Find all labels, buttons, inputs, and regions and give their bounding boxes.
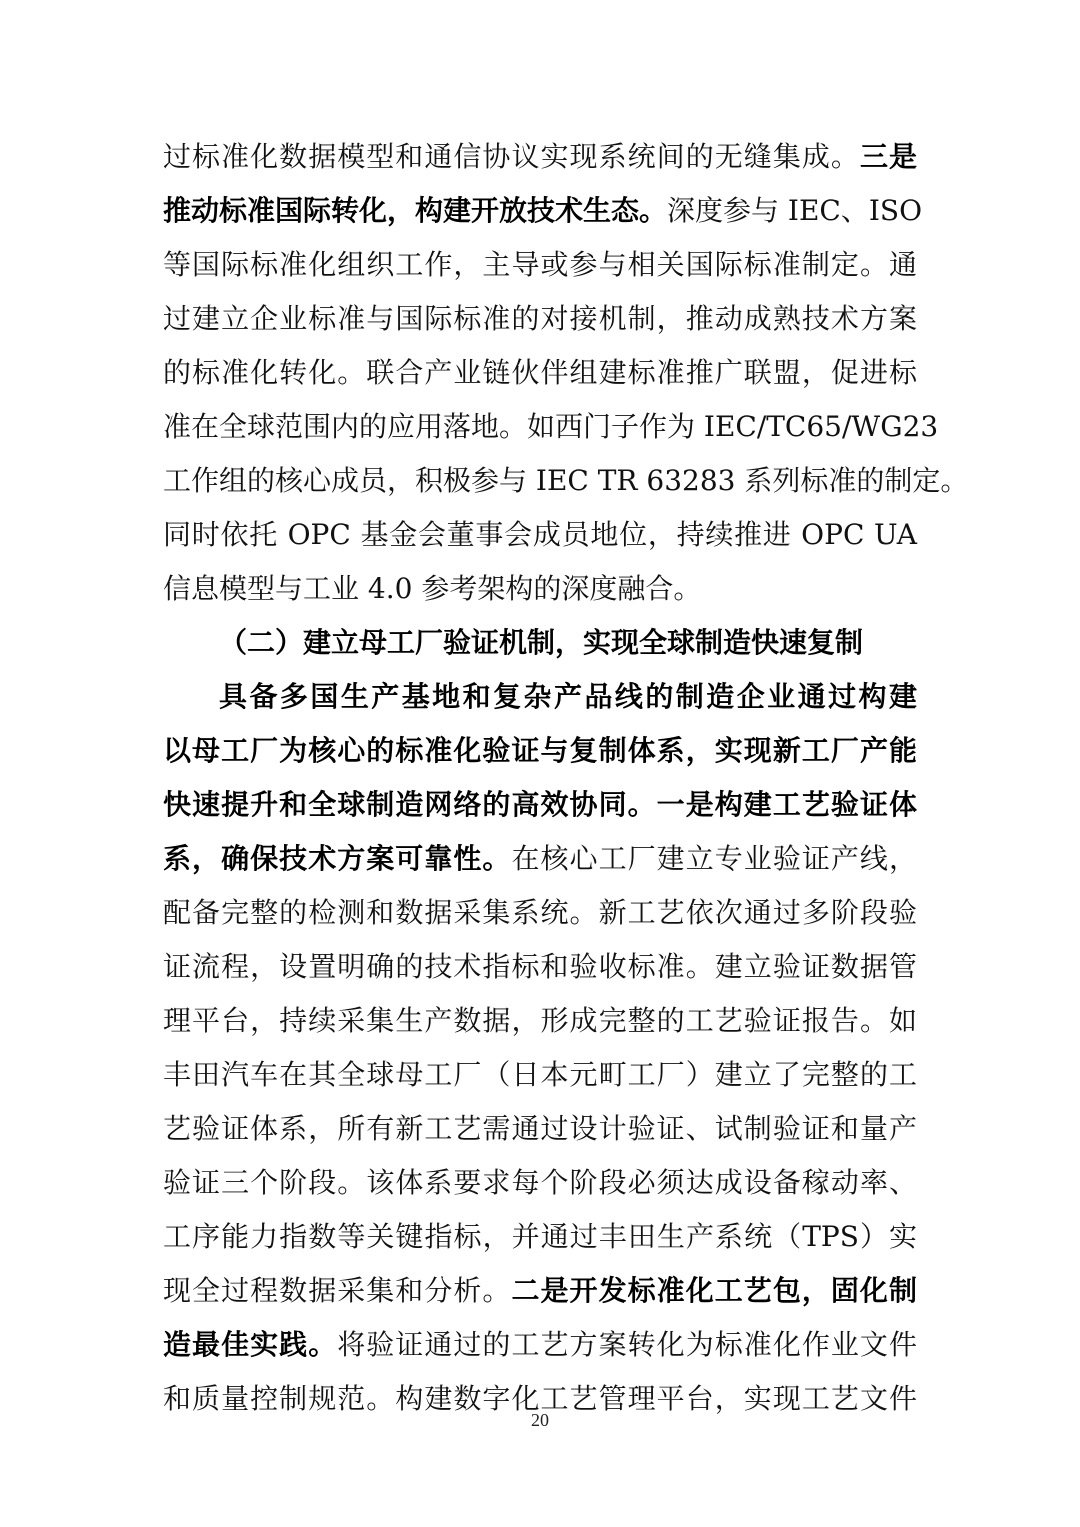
bold-text: 快速提升和全球制造网络的高效协同。一是构建工艺验证体 (163, 788, 917, 821)
bold-text: 系，确保技术方案可靠性。 (163, 842, 512, 875)
text-segment: 和质量控制规范。构建数字化工艺管理平台，实现工艺文件 (163, 1382, 917, 1415)
text-segment: 的标准化转化。联合产业链伙伴组建标准推广联盟，促进标 (163, 356, 917, 389)
text-segment: 工序能力指数等关键指标，并通过丰田生产系统（TPS）实 (163, 1220, 917, 1253)
bold-text: 造最佳实践。 (163, 1328, 338, 1361)
text-line (163, 994, 917, 1048)
section-heading: （二）建立母工厂验证机制，实现全球制造快速复制 (219, 626, 864, 659)
bold-text: 以母工厂为核心的标准化验证与复制体系，实现新工厂产能 (163, 734, 917, 767)
page-number: 20 (531, 1410, 549, 1430)
text-segment: 理平台，持续采集生产数据，形成完整的工艺验证报告。如 (163, 1004, 917, 1037)
text-segment: 现全过程数据采集和分析。 (163, 1274, 512, 1307)
text-segment: 证流程，设置明确的技术指标和验收标准。建立验证数据管 (163, 950, 917, 983)
text-segment: 在核心工厂建立专业验证产线， (511, 842, 917, 875)
text-segment: 深度参与 IEC、ISO (667, 194, 923, 227)
text-segment: 艺验证体系，所有新工艺需通过设计验证、试制验证和量产 (163, 1112, 917, 1145)
text-line (163, 184, 923, 238)
text-line (163, 778, 917, 832)
text-segment: 将验证通过的工艺方案转化为标准化作业文件 (337, 1328, 917, 1361)
text-line (163, 454, 969, 508)
text-line (163, 886, 917, 940)
text-line (163, 1210, 917, 1264)
text-line (163, 346, 917, 400)
text-line (219, 670, 917, 724)
text-line (163, 1048, 917, 1102)
text-segment: 配备完整的检测和数据采集系统。新工艺依次通过多阶段验 (163, 896, 917, 929)
text-line (163, 562, 917, 616)
text-line (163, 1156, 917, 1210)
text-line (163, 724, 917, 778)
bold-text: 具备多国生产基地和复杂产品线的制造企业通过构建 (219, 680, 917, 713)
text-segment: 过标准化数据模型和通信协议实现系统间的无缝集成。 (163, 140, 860, 173)
text-line (163, 940, 917, 994)
bold-text: 二是开发标准化工艺包，固化制 (511, 1274, 917, 1307)
text-line (163, 292, 917, 346)
text-segment: 工作组的核心成员，积极参与 IEC TR 63283 系列标准的制定。 (163, 464, 969, 497)
text-segment: 同时依托 OPC 基金会董事会成员地位，持续推进 OPC UA (163, 518, 917, 551)
bold-text: 三是 (859, 140, 917, 173)
bold-text: 推动标准国际转化，构建开放技术生态。 (163, 194, 668, 227)
text-segment: 准在全球范围内的应用落地。如西门子作为 IEC/TC65/WG23 (163, 410, 939, 443)
text-segment: 丰田汽车在其全球母工厂（日本元町工厂）建立了完整的工 (163, 1058, 917, 1091)
text-segment: 信息模型与工业 4.0 参考架构的深度融合。 (163, 572, 702, 605)
text-line (163, 1264, 917, 1318)
text-line (163, 1102, 917, 1156)
text-line (163, 238, 917, 292)
text-line (163, 400, 939, 454)
text-segment: 等国际标准化组织工作，主导或参与相关国际标准制定。通 (163, 248, 917, 281)
text-segment: 过建立企业标准与国际标准的对接机制，推动成熟技术方案 (163, 302, 917, 335)
text-segment: 验证三个阶段。该体系要求每个阶段必须达成设备稼动率、 (163, 1166, 917, 1199)
text-line (163, 508, 917, 562)
text-line (163, 1318, 917, 1372)
text-line (163, 832, 917, 886)
text-line (163, 130, 917, 184)
